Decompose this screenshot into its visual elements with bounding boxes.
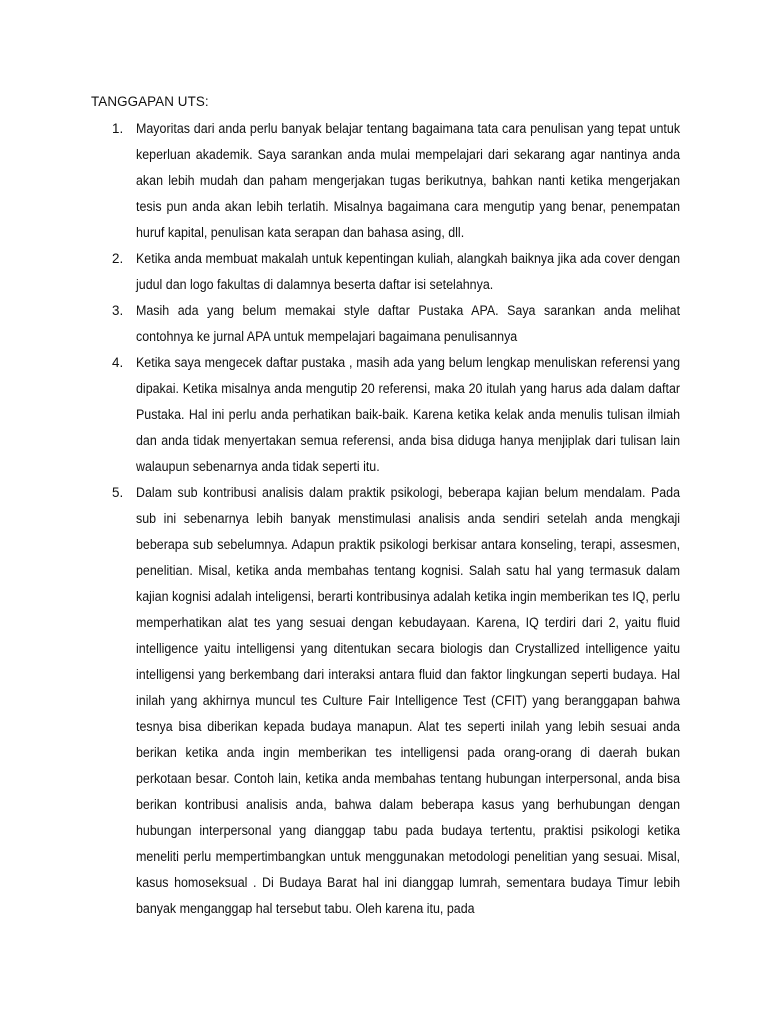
list-item-text: Dalam sub kontribusi analisis dalam praktik psikologi, beberapa kajian belum mendalam. Pada sub ini sebenarnya lebih banyak menstimulasi analisis anda sendiri setelah anda mengkaji beberapa sub sebelumnya. Adapun praktik psikologi berkisar antara konseling, terapi, assesmen, penelitian. Misal, ketika anda membahas tentang kognisi. Salah satu hal yang termasuk dalam kajian kognisi adalah inteligensi, berarti kontribusinya adalah ketika ingin memberikan tes IQ, perlu memperhatikan alat tes yang sesuai dengan kebudayaan. Karena, IQ terdiri dari 2, yaitu fluid intelligence yaitu intelligensi yang ditentukan secara biologis dan Crystallized intelligence yaitu intelligensi yang berkembang dari interaksi antara fluid dan faktor lingkungan seperti budaya. Hal inilah yang akhirnya muncul tes Culture Fair Intelligence Test (CFIT) yang beranggapan bahwa tesnya bisa diberikan kepada budaya manapun. Alat tes seperti inilah yang lebih sesuai anda berikan ketika anda ingin memberikan tes intelligensi pada orang-orang di daerah bukan perkotaan besar. Contoh lain, ketika anda membahas tentang hubungan interpersonal, anda bisa berikan kontribusi analisis anda, bahwa dalam beberapa kasus yang berhubungan dengan hubungan interpersonal yang dianggap tabu pada budaya tertentu, praktisi psikologi ketika meneliti perlu mempertimbangkan untuk menggunakan metodologi penelitian yang sesuai. Misal, kasus homoseksual . Di Budaya Barat hal ini dianggap lumrah, sementara budaya Timur lebih banyak menganggap hal tersebut tabu. Oleh karena itu, pada bbox=[136, 485, 681, 916]
list-item-number: 2. bbox=[112, 251, 124, 266]
document-heading: TANGGAPAN UTS: bbox=[91, 94, 209, 109]
list-item-text: Masih ada yang belum memakai style daftar Pustaka APA. Saya sarankan anda melihat contohnya ke jurnal APA untuk mempelajari bagaimana penulisannya bbox=[136, 303, 681, 344]
list-item-number: 3. bbox=[112, 303, 124, 318]
list-item-text: Ketika anda membuat makalah untuk kepentingan kuliah, alangkah baiknya jika ada cover dengan judul dan logo fakultas di dalamnya beserta daftar isi setelahnya. bbox=[136, 251, 681, 292]
list-item-text: Mayoritas dari anda perlu banyak belajar tentang bagaimana tata cara penulisan yang tepat untuk keperluan akademik. Saya sarankan anda mulai mempelajari dari sekarang agar nantinya anda akan lebih mudah dan paham mengerjakan tugas berikutnya, bahkan nanti ketika mengerjakan tesis pun anda akan lebih terlatih. Misalnya bagaimana cara mengutip yang benar, penempatan huruf kapital, penulisan kata serapan dan bahasa asing, dll. bbox=[136, 121, 681, 240]
list-item-number: 1. bbox=[112, 121, 124, 136]
list-item-text: Ketika saya mengecek daftar pustaka , masih ada yang belum lengkap menuliskan referensi yang dipakai. Ketika misalnya anda mengutip 20 referensi, maka 20 itulah yang harus ada dalam daftar Pustaka. Hal ini perlu anda perhatikan baik-baik. Karena ketika kelak anda menulis tulisan ilmiah dan anda tidak menyertakan semua referensi, anda bisa diduga hanya menjiplak dari tulisan lain walaupun sebenarnya anda tidak seperti itu. bbox=[136, 355, 681, 474]
list-item-number: 5. bbox=[112, 485, 124, 500]
list-item-number: 4. bbox=[112, 355, 124, 370]
